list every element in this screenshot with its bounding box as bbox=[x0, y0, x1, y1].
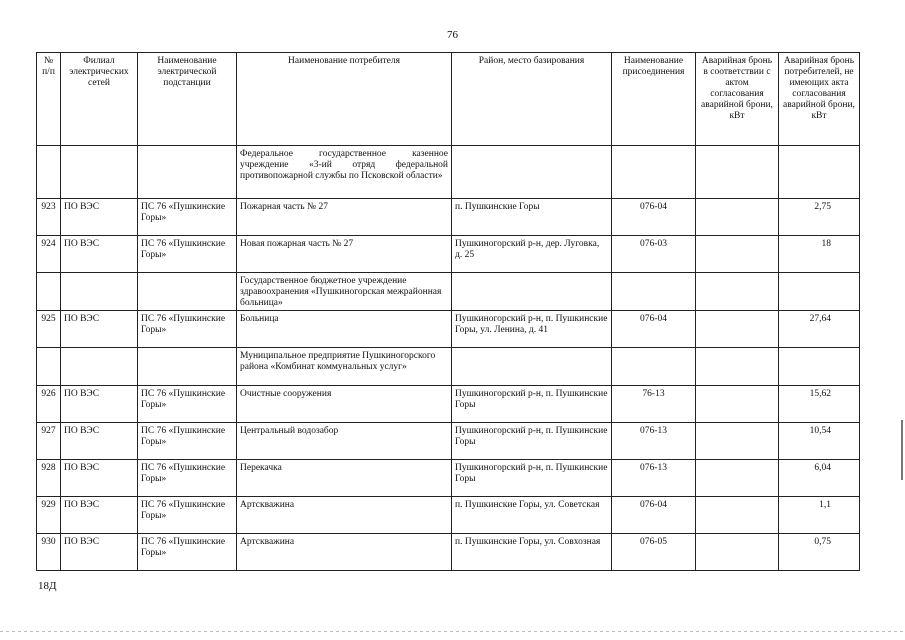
row-district: Пушкиногорский р-н, дер. Луговка, д. 25 bbox=[452, 236, 612, 273]
row-consumer: Пожарная часть № 27 bbox=[237, 199, 452, 236]
row-branch: ПО ВЭС bbox=[61, 311, 138, 348]
row-connection: 076-05 bbox=[612, 534, 696, 571]
row-substation: ПС 76 «Пушкинские Горы» bbox=[138, 386, 237, 423]
row-num: 924 bbox=[37, 236, 61, 273]
row-num: 928 bbox=[37, 460, 61, 497]
row-connection: 076-04 bbox=[612, 311, 696, 348]
row-consumer: Центральный водозабор bbox=[237, 423, 452, 460]
row-branch: ПО ВЭС bbox=[61, 199, 138, 236]
row-connection: 076-03 bbox=[612, 236, 696, 273]
organization-row bbox=[37, 348, 860, 386]
row-consumer: Перекачка bbox=[237, 460, 452, 497]
row-district: Пушкиногорский р-н, п. Пушкинские Горы bbox=[452, 460, 612, 497]
organization-name: Федеральное государственное казенное учреждение «3-ий отряд федеральной противопожарной службы по Псковской области» bbox=[237, 146, 452, 199]
row-num: 930 bbox=[37, 534, 61, 571]
row-reserve-act bbox=[696, 199, 779, 236]
row-substation: ПС 76 «Пушкинские Горы» bbox=[138, 311, 237, 348]
row-branch: ПО ВЭС bbox=[61, 534, 138, 571]
row-substation: ПС 76 «Пушкинские Горы» bbox=[138, 236, 237, 273]
row-consumer: Очистные сооружения bbox=[237, 386, 452, 423]
row-reserve-act bbox=[696, 236, 779, 273]
row-reserve-no-act: 18 bbox=[779, 236, 860, 273]
header-district: Район, место базирования bbox=[452, 53, 612, 146]
row-consumer: Новая пожарная часть № 27 bbox=[237, 236, 452, 273]
row-connection: 76-13 bbox=[612, 386, 696, 423]
row-district: п. Пушкинские Горы, ул. Совхозная bbox=[452, 534, 612, 571]
scan-artifact-line bbox=[0, 631, 905, 632]
table-row bbox=[37, 534, 860, 571]
organization-row bbox=[37, 146, 860, 199]
row-district: Пушкиногорский р-н, п. Пушкинские Горы, ул. Ленина, д. 41 bbox=[452, 311, 612, 348]
row-consumer: Артскважина bbox=[237, 497, 452, 534]
header-reserve-act: Аварийная бронь в соответствии с актом согласования аварийной брони, кВт bbox=[696, 53, 779, 146]
row-district: п. Пушкинские Горы bbox=[452, 199, 612, 236]
row-substation: ПС 76 «Пушкинские Горы» bbox=[138, 460, 237, 497]
organization-name: Государственное бюджетное учреждение здравоохранения «Пушкиногорская межрайонная больница» bbox=[237, 273, 452, 311]
row-reserve-act bbox=[696, 534, 779, 571]
row-num: 926 bbox=[37, 386, 61, 423]
row-num: 925 bbox=[37, 311, 61, 348]
header-substation: Наименование электрической подстанции bbox=[138, 53, 237, 146]
page-number: 76 bbox=[447, 29, 458, 41]
scan-artifact-edge bbox=[901, 420, 903, 480]
header-num: № п/п bbox=[37, 53, 61, 146]
row-reserve-no-act: 15,62 bbox=[779, 386, 860, 423]
row-consumer: Артскважина bbox=[237, 534, 452, 571]
organization-row bbox=[37, 273, 860, 311]
table-row bbox=[37, 460, 860, 497]
row-reserve-no-act: 10,54 bbox=[779, 423, 860, 460]
row-connection: 076-04 bbox=[612, 497, 696, 534]
row-connection: 076-13 bbox=[612, 460, 696, 497]
row-branch: ПО ВЭС bbox=[61, 423, 138, 460]
footer-code: 18Д bbox=[38, 580, 57, 592]
row-reserve-act bbox=[696, 460, 779, 497]
row-num: 927 bbox=[37, 423, 61, 460]
row-connection: 076-04 bbox=[612, 199, 696, 236]
row-connection: 076-13 bbox=[612, 423, 696, 460]
table-row bbox=[37, 311, 860, 348]
row-branch: ПО ВЭС bbox=[61, 386, 138, 423]
table-row bbox=[37, 386, 860, 423]
row-branch: ПО ВЭС bbox=[61, 460, 138, 497]
row-reserve-no-act: 27,64 bbox=[779, 311, 860, 348]
table-header-row bbox=[37, 53, 860, 146]
row-reserve-act bbox=[696, 497, 779, 534]
organization-name: Муниципальное предприятие Пушкиногорского района «Комбинат коммунальных услуг» bbox=[237, 348, 452, 386]
row-consumer: Больница bbox=[237, 311, 452, 348]
row-num: 923 bbox=[37, 199, 61, 236]
table-row bbox=[37, 497, 860, 534]
row-reserve-no-act: 1,1 bbox=[779, 497, 860, 534]
row-branch: ПО ВЭС bbox=[61, 236, 138, 273]
header-consumer: Наименование потребителя bbox=[237, 53, 452, 146]
header-connection: Наименование присоединения bbox=[612, 53, 696, 146]
header-branch: Филиал электрических сетей bbox=[61, 53, 138, 146]
row-reserve-no-act: 0,75 bbox=[779, 534, 860, 571]
table-row bbox=[37, 236, 860, 273]
row-district: п. Пушкинские Горы, ул. Советская bbox=[452, 497, 612, 534]
row-district: Пушкиногорский р-н, п. Пушкинские Горы bbox=[452, 423, 612, 460]
table-row bbox=[37, 423, 860, 460]
row-reserve-no-act: 2,75 bbox=[779, 199, 860, 236]
row-reserve-no-act: 6,04 bbox=[779, 460, 860, 497]
row-substation: ПС 76 «Пушкинские Горы» bbox=[138, 497, 237, 534]
row-reserve-act bbox=[696, 386, 779, 423]
row-reserve-act bbox=[696, 311, 779, 348]
row-district: Пушкиногорский р-н, п. Пушкинские Горы bbox=[452, 386, 612, 423]
table-row bbox=[37, 199, 860, 236]
emergency-reserve-table bbox=[36, 52, 860, 571]
header-reserve-no-act: Аварийная бронь потребителей, не имеющих акта согласования аварийной брони, кВт bbox=[779, 53, 860, 146]
row-substation: ПС 76 «Пушкинские Горы» bbox=[138, 423, 237, 460]
row-reserve-act bbox=[696, 423, 779, 460]
row-num: 929 bbox=[37, 497, 61, 534]
row-substation: ПС 76 «Пушкинские Горы» bbox=[138, 534, 237, 571]
row-branch: ПО ВЭС bbox=[61, 497, 138, 534]
row-substation: ПС 76 «Пушкинские Горы» bbox=[138, 199, 237, 236]
